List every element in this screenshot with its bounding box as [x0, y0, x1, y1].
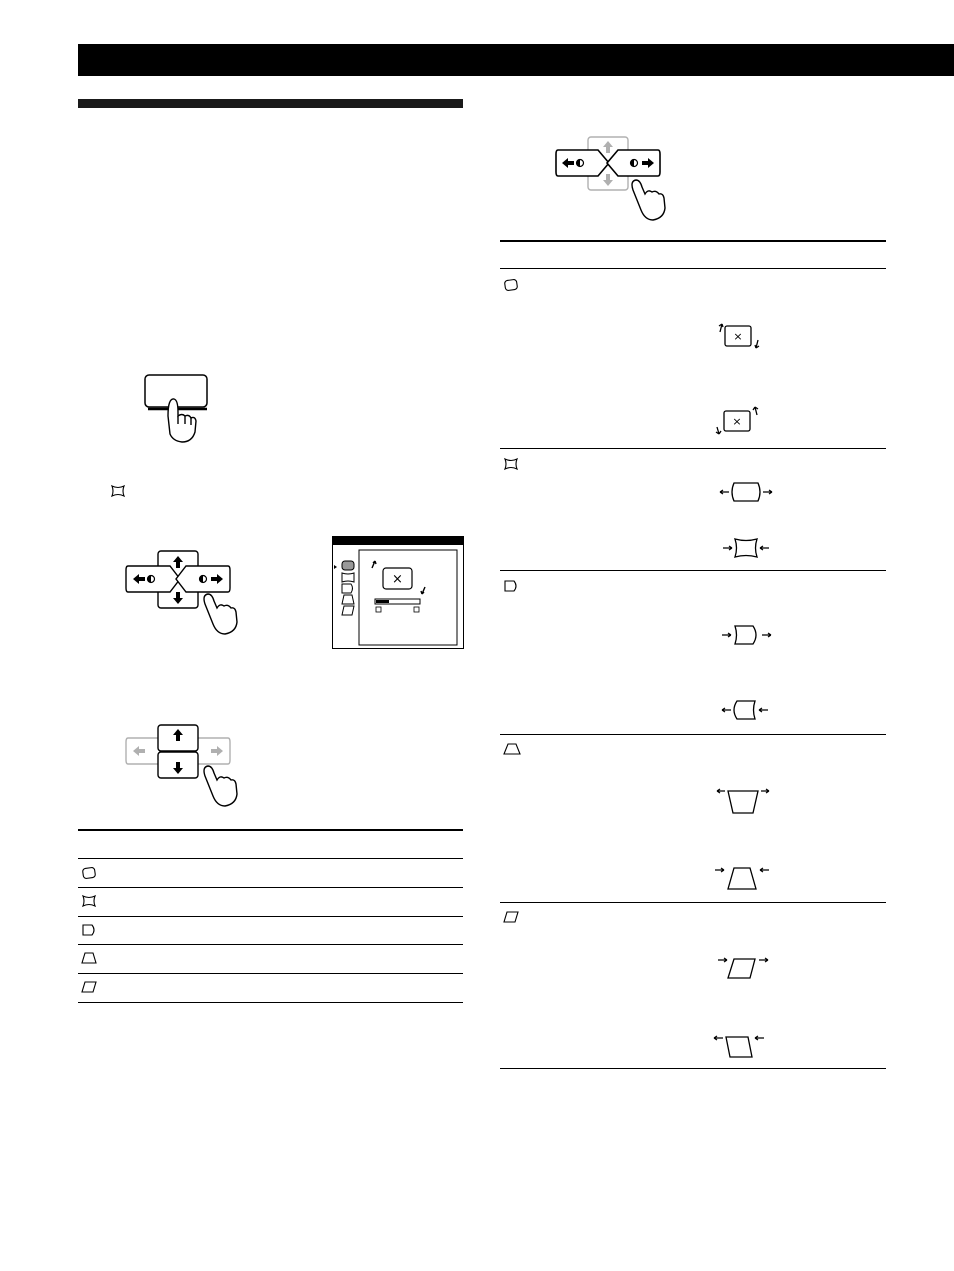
- control-pad-updown-illustration: [125, 724, 260, 819]
- rotation-icon: [81, 866, 97, 885]
- rotate-ccw-screen-icon: [714, 320, 764, 357]
- control-pad-leftright-illustration: [555, 136, 685, 231]
- left-table-top-rule: [78, 829, 463, 831]
- trapezoid-icon: [503, 742, 521, 761]
- header-band: [78, 44, 954, 76]
- trapezoid-top-wide-icon: [714, 784, 772, 821]
- parallelogram-icon: [503, 910, 519, 929]
- barrel-expand-icon: [718, 480, 774, 509]
- osd-screen: [332, 536, 464, 649]
- rotate-cw-screen-icon: [711, 403, 765, 442]
- pincushion-icon: [503, 457, 519, 476]
- pin-balance-icon: [503, 579, 519, 598]
- trapezoid-icon: [81, 951, 97, 970]
- right-table-top-rule: [500, 240, 886, 242]
- pincushion-icon: [111, 484, 125, 502]
- finger-icon: [204, 766, 237, 806]
- control-pad-illustration: [125, 548, 260, 643]
- finger-icon: [204, 594, 237, 634]
- right-table-bottom-rule: [500, 1068, 886, 1069]
- pin-balance-left-icon: [719, 698, 771, 727]
- osd-preview-glyph: ×: [392, 572, 403, 587]
- section-title-bar: [78, 99, 463, 108]
- svg-text:×: ×: [733, 330, 743, 343]
- pincushion-icon: [81, 894, 97, 913]
- menu-button-illustration: [140, 372, 220, 452]
- svg-text:×: ×: [732, 415, 742, 428]
- left-table-bottom-rule: [78, 1002, 463, 1003]
- pincushion-contract-icon: [720, 536, 772, 565]
- pin-balance-icon: [81, 923, 97, 942]
- parallelogram-icon: [81, 980, 97, 999]
- parallelogram-left-icon: [711, 1031, 769, 1066]
- pin-balance-right-icon: [719, 623, 775, 652]
- finger-icon: [632, 180, 665, 220]
- rotation-icon: [503, 278, 519, 297]
- parallelogram-right-icon: [715, 951, 771, 986]
- trapezoid-bottom-wide-icon: [712, 861, 772, 898]
